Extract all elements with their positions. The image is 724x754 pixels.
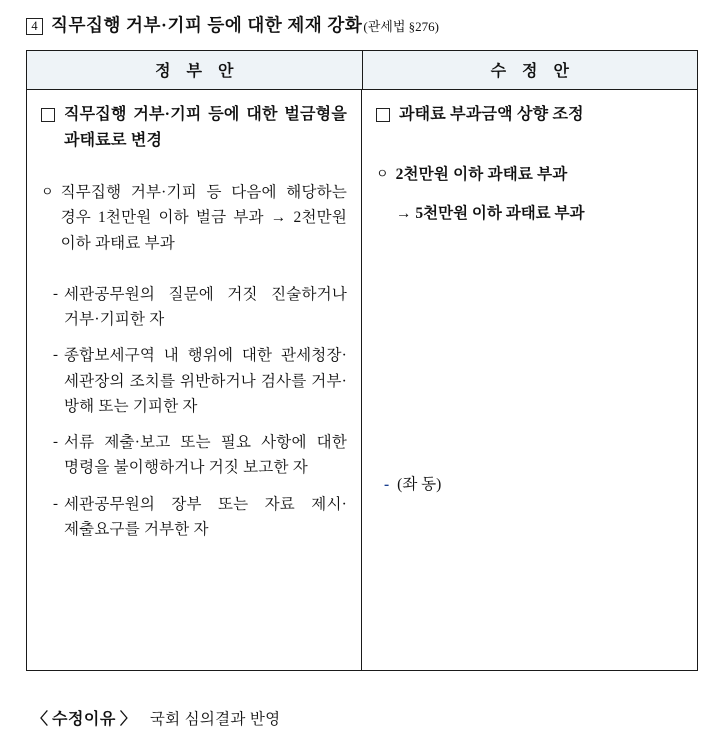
dash-bullet-icon: - — [53, 285, 58, 302]
list-item-text: 직무집행 거부·기피 등 다음에 해당하는 경우 1천만원 이하 벌금 부과 → 2천만원 이하 과태료 부과 — [60, 184, 347, 252]
table-header-row — [27, 51, 697, 90]
list-item — [41, 282, 347, 333]
circle-bullet-icon: ㅇ — [376, 166, 389, 182]
square-bullet-icon — [376, 108, 390, 122]
column-header-government-draft: 정 부 안 — [27, 51, 363, 89]
table-body — [27, 90, 697, 670]
comparison-table — [26, 50, 698, 671]
footer-note — [28, 706, 280, 729]
ditto-item — [384, 472, 441, 494]
section-number: 4 — [26, 18, 43, 35]
dash-bullet-icon: - — [53, 347, 58, 364]
list-item — [41, 180, 347, 256]
list-item-text: 세관공무원의 질문에 거짓 진술하거나 거부·기피한 자 — [64, 285, 347, 329]
list-item-text: 서류 제출·보고 또는 필요 사항에 대한 명령을 불이행하거나 거짓 보고한 자 — [64, 434, 347, 477]
footer-label: 수정이유 — [52, 711, 116, 728]
column-amended-draft — [362, 90, 697, 670]
list-item — [41, 492, 347, 543]
bracket-open: 〈 — [32, 711, 49, 728]
circle-bullet-icon: ㅇ — [41, 184, 54, 200]
list-item — [376, 162, 683, 187]
list-item-text: 종합보세구역 내 행위에 대한 관세청장·세관장의 조치를 위반하거나 검사를 거부·방해 또는 기피한 자 — [64, 347, 347, 415]
list-item-text: 직무집행 거부·기피 등에 대한 벌금형을 과태료로 변경 — [64, 106, 347, 150]
dash-bullet-icon: - — [53, 495, 58, 512]
list-item — [41, 102, 347, 154]
list-item — [376, 102, 683, 128]
dash-bullet-icon: - — [384, 476, 390, 493]
column-header-amended-draft: 수 정 안 — [490, 63, 575, 80]
ditto-text: (좌 동) — [397, 476, 442, 493]
list-item-text: 세관공무원의 장부 또는 자료 제시·제출요구를 거부한 자 — [64, 495, 347, 538]
arrow-change-text: → 5천만원 이하 과태료 부과 — [396, 205, 585, 223]
list-item-text: 과태료 부과금액 상향 조정 — [399, 106, 584, 123]
square-bullet-icon — [41, 108, 55, 122]
column-government-draft — [27, 90, 362, 670]
bracket-close: 〉 — [119, 711, 136, 728]
list-item — [41, 430, 347, 481]
law-reference: (관세법 §276) — [363, 19, 439, 34]
section-heading — [26, 12, 439, 37]
page-title: 직무집행 거부·기피 등에 대한 제재 강화 — [51, 15, 363, 35]
dash-bullet-icon: - — [53, 434, 58, 451]
list-item — [41, 343, 347, 419]
footer-value: 국회 심의결과 반영 — [149, 711, 281, 728]
list-item-text: 2천만원 이하 과태료 부과 — [395, 166, 568, 184]
